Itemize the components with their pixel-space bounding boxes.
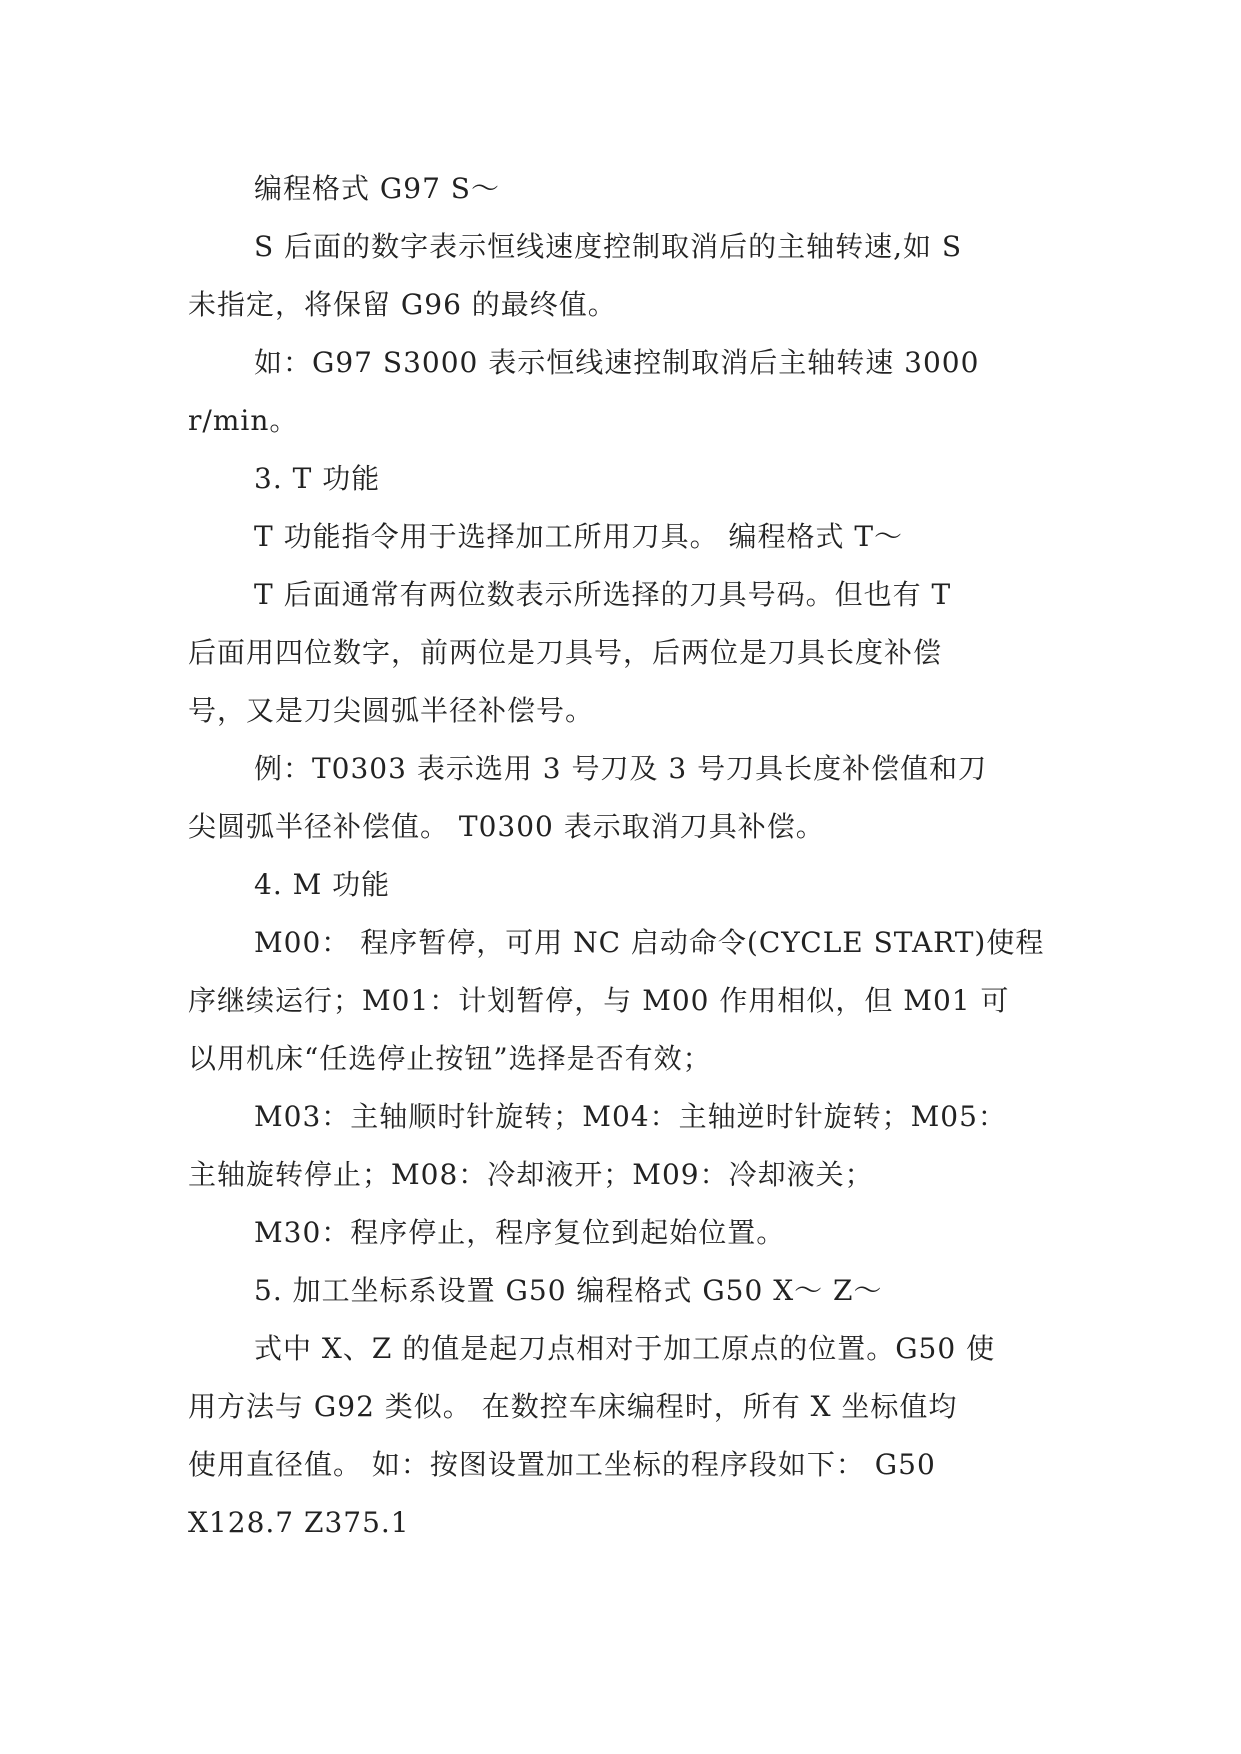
text-line: 例：T0303 表示选用 3 号刀及 3 号刀具长度补偿值和刀 [254, 752, 988, 785]
text-line: X128.7 Z375.1 [188, 1506, 410, 1539]
document-body [188, 160, 1054, 1552]
section-heading: 5. 加工坐标系设置 G50 编程格式 G50 X～ Z～ [254, 1274, 883, 1307]
text-line: 用方法与 G92 类似。 在数控车床编程时，所有 X 坐标值均 [188, 1390, 958, 1423]
text-line: 编程格式 G97 S～ [254, 172, 500, 205]
text-line: 序继续运行；M01：计划暂停，与 M00 作用相似，但 M01 可 [188, 984, 1010, 1017]
text-line: T 后面通常有两位数表示所选择的刀具号码。但也有 T [254, 578, 952, 611]
text-line: M03：主轴顺时针旋转；M04：主轴逆时针旋转；M05： [254, 1100, 1007, 1133]
text-line: M00： 程序暂停，可用 NC 启动命令(CYCLE START)使程 [254, 926, 1045, 959]
text-line: 主轴旋转停止；M08：冷却液开；M09：冷却液关； [188, 1158, 874, 1191]
text-line: 如：G97 S3000 表示恒线速控制取消后主轴转速 3000 [254, 346, 980, 379]
section-heading: 4. M 功能 [254, 868, 391, 901]
text-line: 式中 X、Z 的值是起刀点相对于加工原点的位置。G50 使 [254, 1332, 996, 1365]
text-line: r/min。 [188, 404, 299, 437]
text-line: 后面用四位数字，前两位是刀具号，后两位是刀具长度补偿 [188, 636, 943, 669]
text-line: 以用机床“任选停止按钮”选择是否有效； [188, 1042, 712, 1075]
text-line: M30：程序停止，程序复位到起始位置。 [254, 1216, 786, 1249]
text-line: T 功能指令用于选择加工所用刀具。 编程格式 T～ [254, 520, 904, 553]
text-line: S 后面的数字表示恒线速度控制取消后的主轴转速,如 S [254, 230, 963, 263]
text-line: 使用直径值。 如：按图设置加工坐标的程序段如下： G50 [188, 1448, 936, 1481]
text-line: 号，又是刀尖圆弧半径补偿号。 [188, 694, 595, 727]
section-heading: 3. T 功能 [254, 462, 381, 495]
text-line: 尖圆弧半径补偿值。 T0300 表示取消刀具补偿。 [188, 810, 825, 843]
text-line: 未指定，将保留 G96 的最终值。 [188, 288, 617, 321]
